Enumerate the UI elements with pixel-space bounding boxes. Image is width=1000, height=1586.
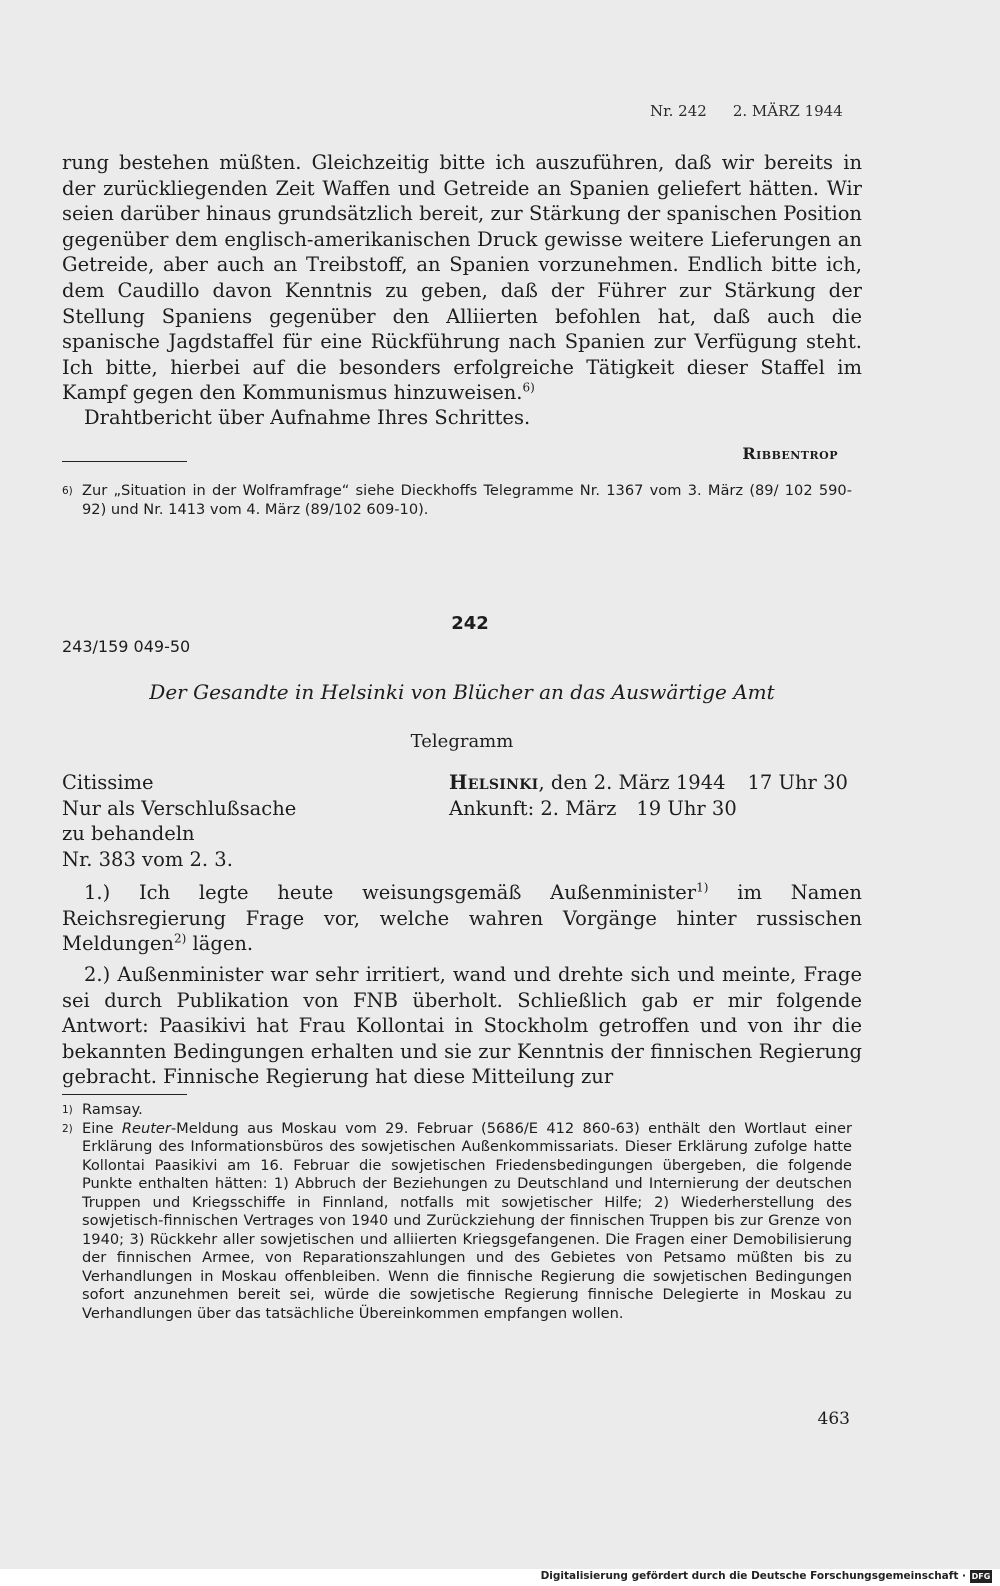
footnote-1 xyxy=(62,1101,852,1120)
header-doc-ref: Nr. 242 xyxy=(650,102,707,120)
document-type: Telegramm xyxy=(410,731,514,752)
footnote-number: 1) xyxy=(62,1104,73,1116)
meta-line: Nr. 383 vom 2. 3. xyxy=(62,847,233,871)
footnote-ref-1: 1) xyxy=(696,880,709,895)
footnote-text: Ramsay. xyxy=(82,1101,143,1118)
footnotes-bottom xyxy=(62,1101,852,1323)
footnote-ref-2: 2) xyxy=(173,931,187,946)
dispatch-date: , den 2. März 1944 xyxy=(538,771,726,794)
header-date: 2. MÄRZ 1944 xyxy=(732,102,843,120)
telegram-paragraph-1: 1.) Ich legte heute weisungsgemäß Außenminister$^{1)}$ im Namen Reichsregierung Frage vor, welche wahren Vorgänge hinter russischen Meldungen$^{2)}$ lägen. xyxy=(62,880,862,956)
footnote-2: 2) Eine Reuter-Meldung aus Moskau vom 29. Februar (5686/E 412 860-63) enthält den Wortlaut einer Erklärung des Informationsbüros des sowjetischen Außenkommissariats. Dieser Erklärung zufolge hatte Kollontai Paasikivi am 16. Februar die sowjetischen Friedensbedingungen übergeben, die folgende Punkte enthalten hätten: 1) Abbruch der Beziehungen zu Deutschland und Internierung der deutschen Truppen und Kriegsschiffe in Finnland, notfalls mit sowjetischer Hilfe; 2) Wiederherstellung des sowjetisch-finnischen Vertrages von 1940 und Zurückziehung der finnischen Truppen bis zur Grenze von 1940; 3) Rückkehr aller sowjetischen und alliierten Kriegsgefangenen. Die Fragen einer Demobilisierung der finnischen Armee, von Reparationszahlungen und des Gebietes von Petsamo müßten bis zu Verhandlungen in Moskau offenbleiben. Wenn die finnische Regierung die sowjetischen Bedingungen sofort anzunehmen bereit sei, würde die sowjetische Regierung finnische Delegierte in Moskau zu Verhandlungen über das tatsächliche Übereinkommen empfangen wollen. xyxy=(62,1119,852,1322)
file-reference: 243/159 049-50 xyxy=(62,637,191,656)
footnote-divider xyxy=(62,1094,187,1095)
footnote-divider xyxy=(62,461,187,462)
digitization-credit: Digitalisierung gefördert durch die Deutsche Forschungsgemeinschaft · xyxy=(540,1570,966,1582)
dispatch-line xyxy=(449,770,869,796)
signature: Ribbentrop xyxy=(742,444,838,463)
footnote-number: 6) xyxy=(62,485,73,497)
document-title: Der Gesandte in Helsinki von Blücher an das Auswärtige Amt xyxy=(149,680,775,704)
arrival-time: 19 Uhr 30 xyxy=(636,796,737,820)
document-number: 242 xyxy=(451,613,489,634)
meta-line: zu behandeln xyxy=(62,822,195,845)
page-number: 463 xyxy=(817,1409,850,1429)
meta-line: Citissime xyxy=(62,771,154,794)
footnote-text: Zur „Situation in der Wolframfrage“ siehe Dieckhoffs Telegramme Nr. 1367 vom 3. März (89/ 102 590-92) und Nr. 1413 vom 4. März (89/102 609-10). xyxy=(82,482,852,518)
footnote-6 xyxy=(62,482,852,519)
continuation-paragraph: rung bestehen müßten. Gleichzeitig bitte ich auszuführen, daß wir bereits in der zurückliegenden Zeit Waffen und Getreide an Spanien geliefert hätten. Wir seien darüber hinaus grundsätzlich bereit, zur Stärkung der spanischen Position gegenüber dem englisch-amerikanischen Druck gewisse weitere Lieferungen an Getreide, aber auch an Treibstoff, an Spanien vorzunehmen. Endlich bitte ich, dem Caudillo davon Kenntnis zu geben, daß der Führer zur Stärkung der Stellung Spaniens gegenüber den Alliierten befohlen hat, daß auch die spanische Jagdstaffel für eine Rückführung nach Spanien zur Verfügung steht. Ich bitte, hierbei auf die besonders erfolgreiche Tätigkeit dieser Staffel im Kampf gegen den Kommunismus hinzuweisen.$^{6)}$ xyxy=(62,151,862,405)
running-header xyxy=(650,102,865,120)
telegram-meta-left xyxy=(62,770,402,872)
dispatch-place: Helsinki xyxy=(449,771,539,794)
arrival-date: Ankunft: 2. März xyxy=(449,796,617,820)
telegram-meta-right xyxy=(449,770,869,821)
footnote-number: 2) xyxy=(62,1122,73,1135)
dfg-logo: DFG xyxy=(971,1572,991,1581)
dispatch-time: 17 Uhr 30 xyxy=(747,771,848,794)
telegram-paragraph-2: 2.) Außenminister war sehr irritiert, wand und drehte sich und meinte, Frage sei durch Publikation von FNB überholt. Schließlich gab er mir folgende Antwort: Paasikivi hat Frau Kollontai in Stockholm getroffen und von ihr die bekannten Bedingungen erhalten und sie zur Kenntnis der finnischen Regierung gebracht. Finnische Regierung hat diese Mitteilung zur xyxy=(62,963,862,1089)
closing-paragraph: Drahtbericht über Aufnahme Ihres Schrittes. xyxy=(84,406,531,429)
emphasis-reuter: Reuter xyxy=(121,1119,171,1137)
footnote-ref-6: 6) xyxy=(522,380,535,395)
meta-line: Nur als Verschlußsache xyxy=(62,796,297,820)
arrival-line xyxy=(449,796,869,822)
